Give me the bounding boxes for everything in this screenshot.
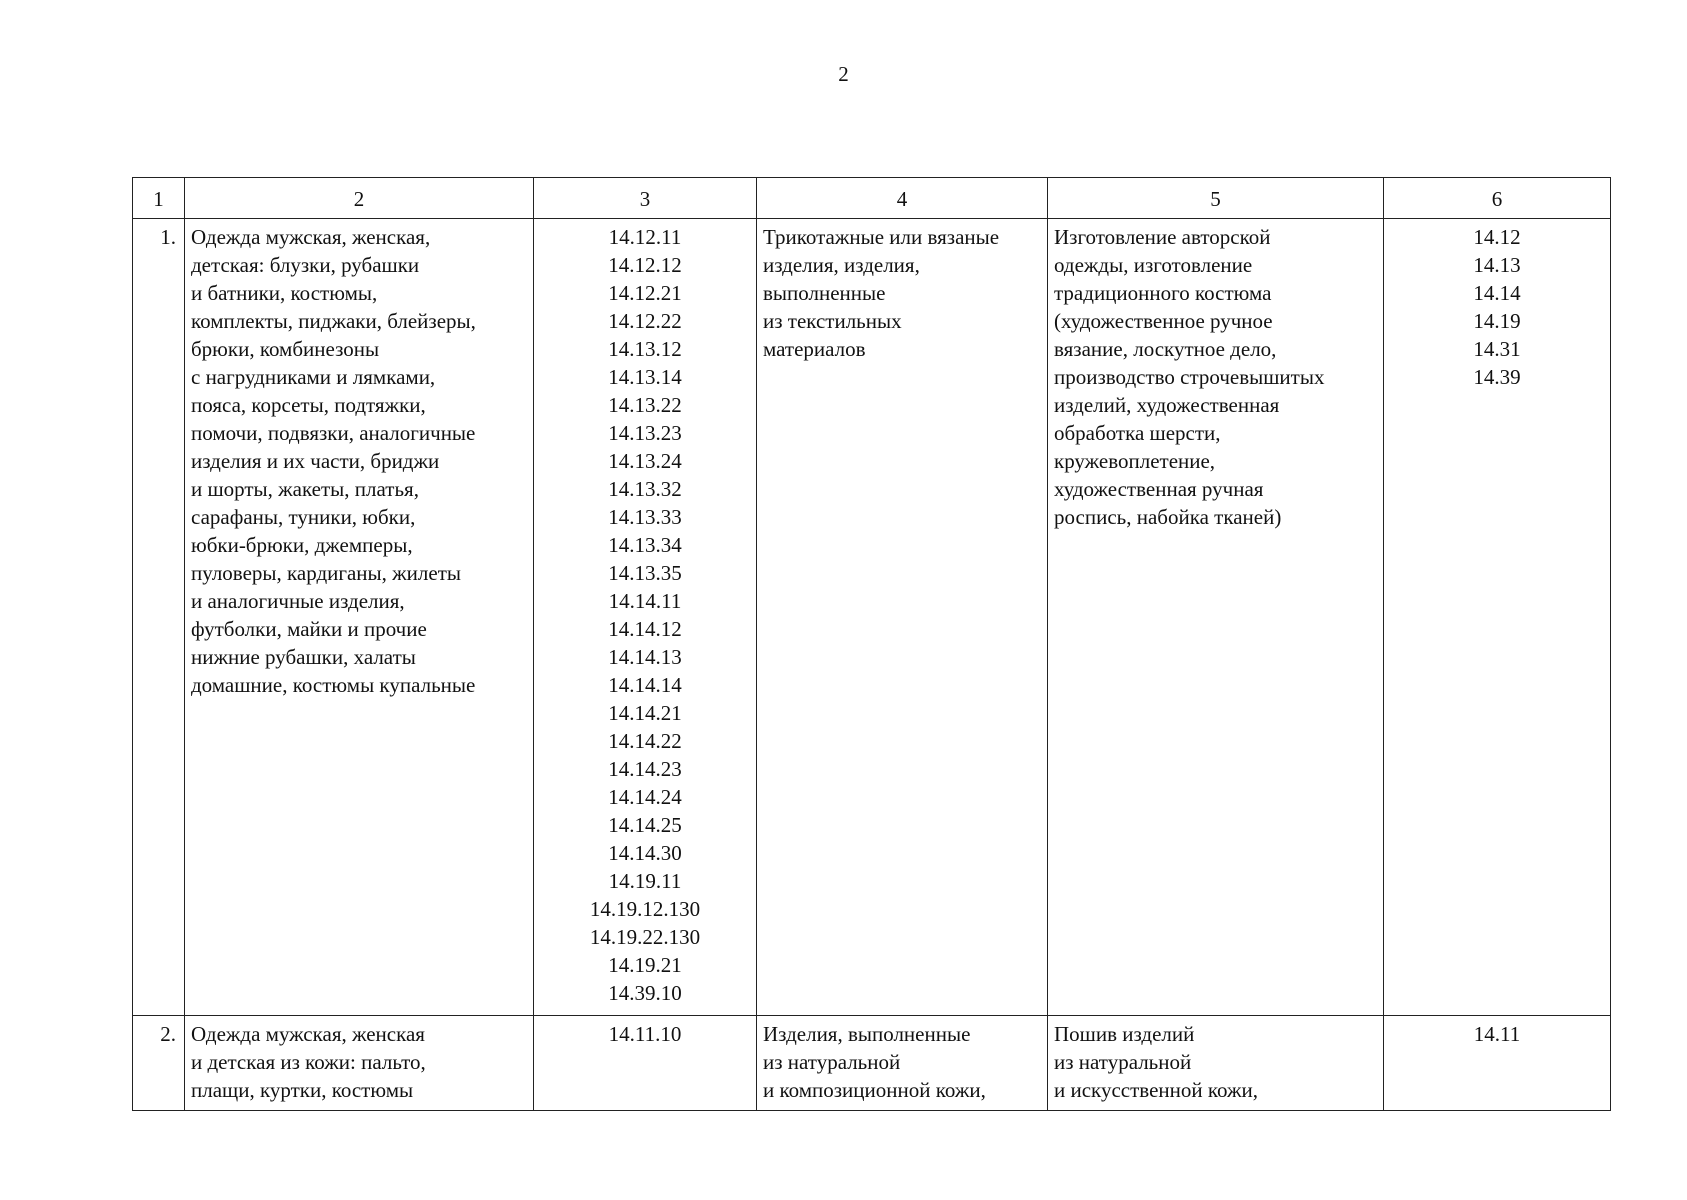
cell-line: традиционного костюма — [1054, 281, 1272, 305]
cell-line: обработка шерсти, — [1054, 421, 1221, 445]
cell-line: помочи, подвязки, аналогичные — [191, 421, 476, 445]
cell-line: и аналогичные изделия, — [191, 589, 405, 613]
cell-line: 14.13.33 — [608, 505, 682, 529]
cell-line: 14.13.35 — [608, 561, 682, 585]
okved-codes-cell — [1384, 1016, 1611, 1111]
cell-line: 14.19.22.130 — [589, 925, 701, 949]
cell-line: 14.11 — [1473, 1022, 1521, 1046]
cell-line: Пошив изделий — [1054, 1022, 1195, 1046]
cell-line: из натуральной — [763, 1050, 901, 1074]
cell-line: 14.39.10 — [608, 981, 682, 1005]
cell-line: изделия, изделия, — [763, 253, 920, 277]
cell-line: выполненные — [763, 281, 886, 305]
cell-line: материалов — [763, 337, 866, 361]
cell-line: плащи, куртки, костюмы — [191, 1078, 414, 1102]
cell-line: 14.14 — [1473, 281, 1521, 305]
cell-line: 14.39 — [1473, 365, 1521, 389]
cell-line: 14.14.13 — [608, 645, 682, 669]
materials-cell — [757, 1016, 1048, 1111]
cell-line: 14.13.34 — [608, 533, 682, 557]
column-header: 4 — [757, 178, 1048, 219]
cell-line: из натуральной — [1054, 1050, 1192, 1074]
cell-line: изделия и их части, бриджи — [191, 449, 440, 473]
crafts-registry-table — [132, 177, 1611, 1111]
column-header: 1 — [133, 178, 185, 219]
column-header: 6 — [1384, 178, 1611, 219]
items-cell — [185, 1016, 534, 1111]
cell-line: из текстильных — [763, 309, 902, 333]
crafts-cell — [1048, 1016, 1384, 1111]
cell-line: 14.19.12.130 — [589, 897, 701, 921]
cell-line: и детская из кожи: пальто, — [191, 1050, 426, 1074]
cell-line: 14.11.10 — [608, 1022, 682, 1046]
cell-line: и батники, костюмы, — [191, 281, 378, 305]
cell-line: сарафаны, туники, юбки, — [191, 505, 416, 529]
cell-line: 14.12.22 — [608, 309, 682, 333]
cell-line: Одежда мужская, женская, — [191, 225, 431, 249]
cell-line: футболки, майки и прочие — [191, 617, 427, 641]
cell-line: 14.19.21 — [608, 953, 682, 977]
cell-line: роспись, набойка тканей) — [1054, 505, 1282, 529]
cell-line: 14.19 — [1473, 309, 1521, 333]
cell-line: Изделия, выполненные — [763, 1022, 971, 1046]
okpd-codes-cell — [534, 219, 757, 1016]
column-header: 5 — [1048, 178, 1384, 219]
cell-line: Изготовление авторской — [1054, 225, 1271, 249]
okved-codes-cell — [1384, 219, 1611, 1016]
cell-line: художественная ручная — [1054, 477, 1264, 501]
cell-line: 14.14.21 — [608, 701, 682, 725]
table-row — [133, 1016, 1611, 1111]
table-row — [133, 219, 1611, 1016]
cell-line: 14.13 — [1473, 253, 1521, 277]
cell-line: производство строчевышитых — [1054, 365, 1325, 389]
cell-line: Одежда мужская, женская — [191, 1022, 425, 1046]
cell-line: 14.14.12 — [608, 617, 682, 641]
cell-line: нижние рубашки, халаты — [191, 645, 416, 669]
cell-line: 14.14.30 — [608, 841, 682, 865]
column-header: 2 — [185, 178, 534, 219]
cell-line: 14.13.23 — [608, 421, 682, 445]
cell-line: 14.14.22 — [608, 729, 682, 753]
cell-line: 14.12 — [1473, 225, 1521, 249]
cell-line: брюки, комбинезоны — [191, 337, 380, 361]
items-cell — [185, 219, 534, 1016]
cell-line: пуловеры, кардиганы, жилеты — [191, 561, 461, 585]
materials-cell — [757, 219, 1048, 1016]
cell-line: 14.12.12 — [608, 253, 682, 277]
cell-line: 14.14.23 — [608, 757, 682, 781]
cell-line: 14.19.11 — [608, 869, 682, 893]
column-number-header-row — [133, 178, 1611, 219]
cell-line: вязание, лоскутное дело, — [1054, 337, 1277, 361]
cell-line: одежды, изготовление — [1054, 253, 1253, 277]
cell-line: 14.13.12 — [608, 337, 682, 361]
cell-line: и композиционной кожи, — [763, 1078, 986, 1102]
cell-line: 14.12.21 — [608, 281, 682, 305]
cell-line: 14.13.32 — [608, 477, 682, 501]
cell-line: и искусственной кожи, — [1054, 1078, 1258, 1102]
cell-line: 14.13.24 — [608, 449, 682, 473]
cell-line: 14.13.14 — [608, 365, 682, 389]
row-number: 2. — [133, 1016, 185, 1111]
cell-line: и шорты, жакеты, платья, — [191, 477, 419, 501]
cell-line: 14.14.24 — [608, 785, 682, 809]
cell-line: кружевоплетение, — [1054, 449, 1216, 473]
cell-line: 14.13.22 — [608, 393, 682, 417]
cell-line: (художественное ручное — [1054, 309, 1273, 333]
cell-line: 14.31 — [1473, 337, 1521, 361]
cell-line: комплекты, пиджаки, блейзеры, — [191, 309, 476, 333]
cell-line: 14.14.14 — [608, 673, 682, 697]
cell-line: пояса, корсеты, подтяжки, — [191, 393, 426, 417]
crafts-cell — [1048, 219, 1384, 1016]
page-number: 2 — [838, 62, 849, 86]
cell-line: изделий, художественная — [1054, 393, 1280, 417]
cell-line: 14.12.11 — [608, 225, 682, 249]
cell-line: Трикотажные или вязаные — [763, 225, 1000, 249]
cell-line: 14.14.25 — [608, 813, 682, 837]
column-header: 3 — [534, 178, 757, 219]
cell-line: 14.14.11 — [608, 589, 682, 613]
cell-line: детская: блузки, рубашки — [191, 253, 420, 277]
cell-line: юбки-брюки, джемперы, — [191, 533, 413, 557]
cell-line: домашние, костюмы купальные — [191, 673, 476, 697]
okpd-codes-cell — [534, 1016, 757, 1111]
cell-line: с нагрудниками и лямками, — [191, 365, 436, 389]
row-number: 1. — [133, 219, 185, 1016]
